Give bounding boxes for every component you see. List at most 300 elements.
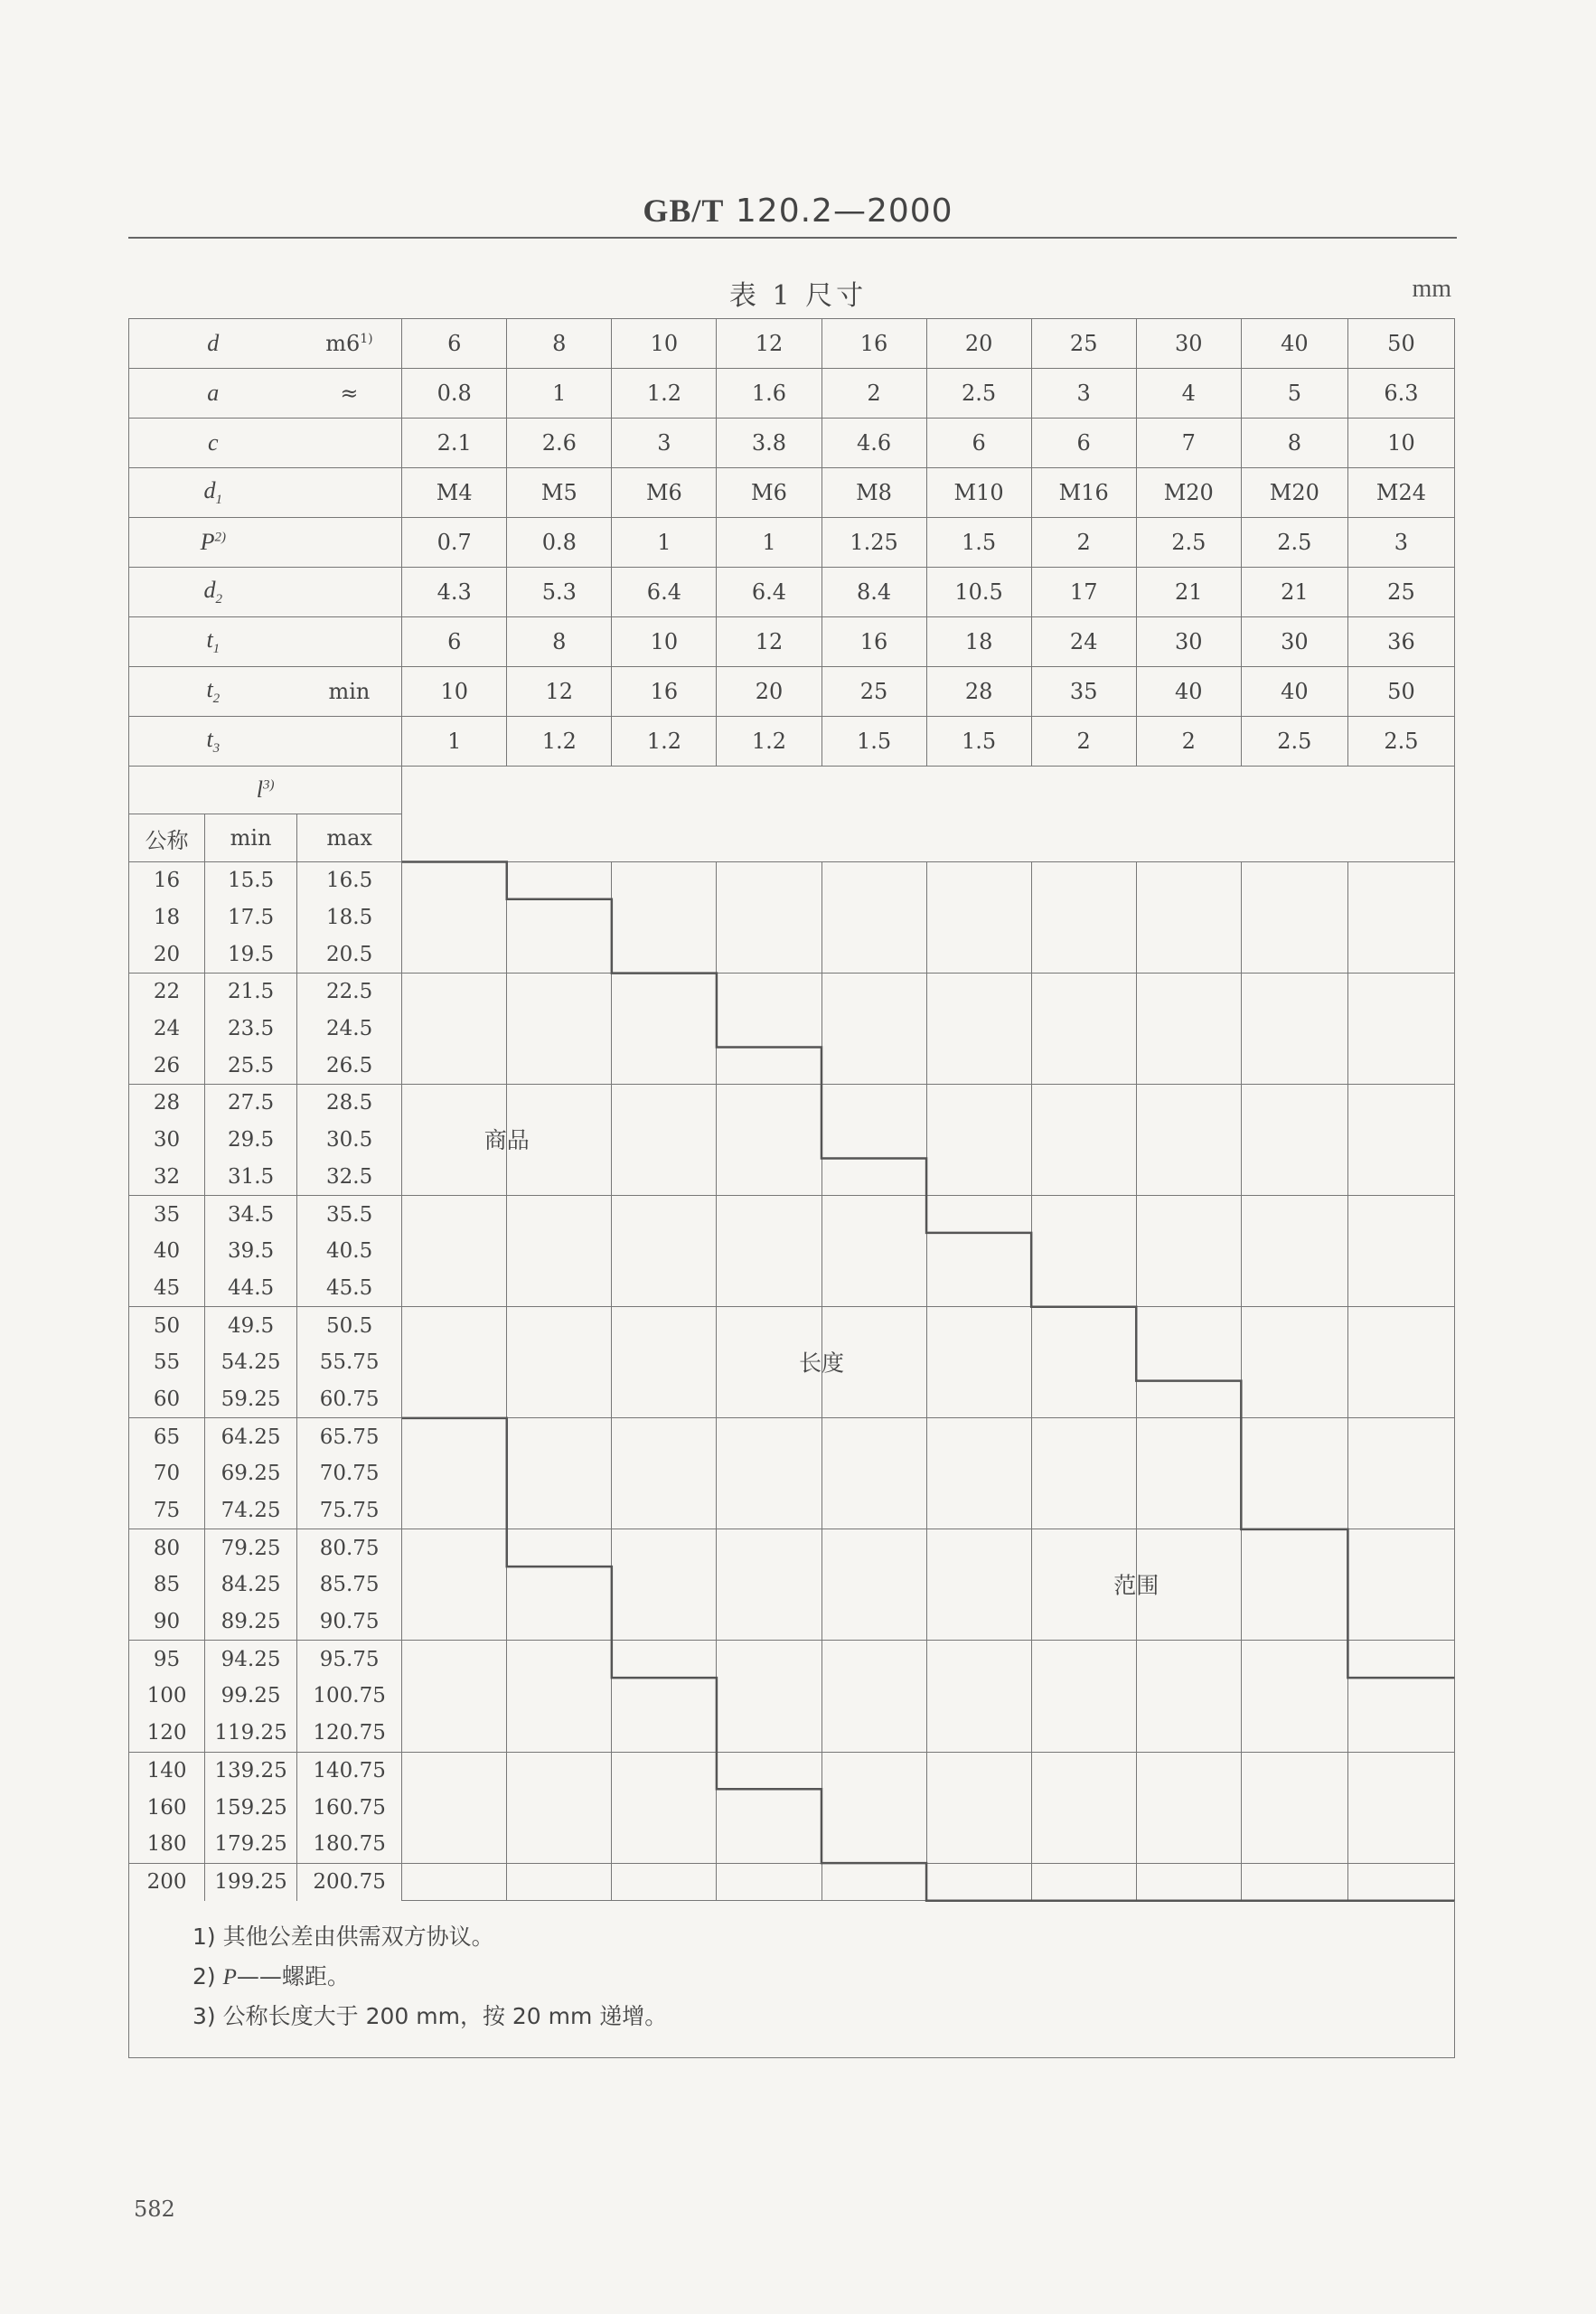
row-label-qualifier (297, 568, 402, 617)
dimension-value: 1.2 (612, 369, 717, 419)
range-grid-cell (507, 1529, 612, 1641)
length-max: 26.5 (297, 1047, 402, 1084)
range-grid-cell (1136, 1196, 1241, 1307)
footnote-1: 1) 其他公差由供需双方协议。 (192, 1924, 494, 1951)
length-nominal: 22 (129, 974, 205, 1011)
dimension-value: 40 (1136, 667, 1241, 717)
row-label-qualifier (297, 319, 402, 369)
length-min: 54.25 (205, 1344, 297, 1381)
length-nominal: 30 (129, 1122, 205, 1159)
footnote-3: 3) 公称长度大于 200 mm，按 20 mm 递增。 (192, 2003, 668, 2030)
dimension-value: 0.8 (507, 518, 612, 568)
length-min: 34.5 (205, 1196, 297, 1233)
range-grid-cell (612, 1418, 717, 1529)
dimension-value: 25 (1031, 319, 1136, 369)
dimension-value: 1 (717, 518, 821, 568)
length-row (129, 1752, 1455, 1789)
length-nominal: 70 (129, 1455, 205, 1492)
range-grid-cell (507, 862, 612, 974)
range-grid-cell (612, 1307, 717, 1418)
dimension-value: 4 (1136, 369, 1241, 419)
range-grid-cell (821, 1418, 926, 1529)
dimension-value: 6 (926, 419, 1031, 468)
range-grid-cell (1241, 1085, 1347, 1196)
dimension-value: 4.6 (821, 419, 926, 468)
row-symbol: d (207, 330, 220, 356)
dimension-row (129, 369, 1455, 419)
dimension-value: 12 (717, 319, 821, 369)
length-nominal: 45 (129, 1270, 205, 1307)
range-grid-cell (612, 1085, 717, 1196)
range-grid-cell (926, 1641, 1031, 1752)
range-grid-cell (1347, 1307, 1454, 1418)
dimension-value: 24 (1031, 617, 1136, 667)
dimension-value: 16 (821, 319, 926, 369)
footnotes (128, 1901, 1455, 2058)
range-grid-cell (926, 1752, 1031, 1863)
length-min: 79.25 (205, 1529, 297, 1566)
range-grid-cell (821, 1307, 926, 1418)
range-grid-cell (612, 1529, 717, 1641)
length-min: 89.25 (205, 1604, 297, 1641)
range-grid-cell (717, 1752, 821, 1863)
length-max: 55.75 (297, 1344, 402, 1381)
length-max: 60.75 (297, 1381, 402, 1418)
length-max: 45.5 (297, 1270, 402, 1307)
dimension-value: M16 (1031, 468, 1136, 518)
dimension-value: 2 (1136, 717, 1241, 767)
length-nominal: 55 (129, 1344, 205, 1381)
length-max: 80.75 (297, 1529, 402, 1566)
range-grid-cell (402, 1863, 507, 1901)
range-grid-cell (1136, 1307, 1241, 1418)
dimension-value: 1 (612, 518, 717, 568)
length-min: 23.5 (205, 1011, 297, 1048)
range-grid-cell (1241, 974, 1347, 1085)
row-label-qualifier (297, 518, 402, 568)
length-max: 65.75 (297, 1418, 402, 1455)
row-symbol: $d_1$ (203, 476, 223, 508)
dimension-value: 36 (1347, 617, 1454, 667)
length-row (129, 862, 1455, 899)
range-grid-cell (507, 1418, 612, 1529)
range-grid-cell (1241, 1641, 1347, 1752)
range-grid-cell (1347, 1085, 1454, 1196)
dimension-value: 30 (1136, 319, 1241, 369)
length-min: 179.25 (205, 1826, 297, 1863)
dimension-value: 2 (1031, 717, 1136, 767)
row-symbol: $P^{2)}$ (200, 529, 226, 555)
dimension-value: 20 (717, 667, 821, 717)
dimension-value: 18 (926, 617, 1031, 667)
length-row (129, 1085, 1455, 1122)
length-min: 199.25 (205, 1863, 297, 1901)
dimension-value: 10 (612, 617, 717, 667)
length-max: 40.5 (297, 1233, 402, 1270)
range-grid-cell (717, 1307, 821, 1418)
range-grid-cell (1031, 1863, 1136, 1901)
dimension-value: M8 (821, 468, 926, 518)
range-grid-cell (821, 1196, 926, 1307)
dimension-value: 40 (1241, 667, 1347, 717)
range-grid-cell (1347, 1752, 1454, 1863)
length-nominal: 65 (129, 1418, 205, 1455)
row-label-qualifier (297, 369, 402, 419)
row-label (129, 369, 297, 419)
dimension-value: 2.5 (1136, 518, 1241, 568)
range-grid-cell (1136, 862, 1241, 974)
dimension-value: M10 (926, 468, 1031, 518)
range-grid-cell (926, 1863, 1031, 1901)
length-nominal: 20 (129, 936, 205, 973)
length-nominal: 26 (129, 1047, 205, 1084)
dimension-value: 2.5 (1241, 518, 1347, 568)
dimension-value: 1.5 (926, 717, 1031, 767)
dimension-value: 6.4 (717, 568, 821, 617)
length-min: 25.5 (205, 1047, 297, 1084)
dimension-value: 21 (1241, 568, 1347, 617)
length-max: 90.75 (297, 1604, 402, 1641)
length-symbol-cell: $l^{3)}$ (129, 767, 402, 814)
range-grid-cell (402, 1418, 507, 1529)
row-label (129, 667, 297, 717)
dimension-value: 25 (821, 667, 926, 717)
range-grid-cell (402, 1529, 507, 1641)
range-grid-cell (507, 974, 612, 1085)
col-min: min (205, 814, 297, 862)
range-grid-cell (717, 1418, 821, 1529)
dimension-value: 1.2 (612, 717, 717, 767)
dimension-value: 21 (1136, 568, 1241, 617)
length-min: 21.5 (205, 974, 297, 1011)
length-nominal: 40 (129, 1233, 205, 1270)
length-nominal: 16 (129, 862, 205, 899)
range-grid-cell (402, 1085, 507, 1196)
range-grid-cell (1136, 1641, 1241, 1752)
length-min: 69.25 (205, 1455, 297, 1492)
row-label (129, 468, 297, 518)
row-symbol: $t_1$ (206, 626, 221, 657)
range-grid-cell (612, 1752, 717, 1863)
range-grid-cell (1241, 1307, 1347, 1418)
length-max: 22.5 (297, 974, 402, 1011)
range-grid-cell (1241, 1752, 1347, 1863)
dimension-value: 5 (1241, 369, 1347, 419)
length-nominal: 160 (129, 1789, 205, 1826)
range-grid-cell (926, 1418, 1031, 1529)
range-grid-cell (507, 1641, 612, 1752)
dimension-value: 2 (1031, 518, 1136, 568)
dimension-value: 40 (1241, 319, 1347, 369)
page-number: 582 (134, 2196, 175, 2222)
range-grid-cell (821, 1863, 926, 1901)
range-grid-cell (402, 1307, 507, 1418)
length-max: 85.75 (297, 1566, 402, 1604)
length-row (129, 1418, 1455, 1455)
range-grid-cell (717, 1529, 821, 1641)
range-grid-cell (1136, 1752, 1241, 1863)
row-symbol: $d_2$ (203, 576, 223, 607)
range-grid-cell (612, 974, 717, 1085)
range-grid-cell (1241, 1863, 1347, 1901)
range-grid-cell (1347, 1418, 1454, 1529)
dimension-value: M4 (402, 468, 507, 518)
range-grid-cell (1031, 1418, 1136, 1529)
range-grid-cell (1031, 1641, 1136, 1752)
dimension-value: M24 (1347, 468, 1454, 518)
row-qualifier: ≈ (340, 381, 359, 406)
dimension-value: 10.5 (926, 568, 1031, 617)
length-nominal: 24 (129, 1011, 205, 1048)
range-grid-cell (1031, 974, 1136, 1085)
length-min: 19.5 (205, 936, 297, 973)
range-grid-cell (717, 1863, 821, 1901)
row-qualifier: m6$^{1)}$ (325, 331, 373, 356)
length-min: 49.5 (205, 1307, 297, 1344)
length-max: 24.5 (297, 1011, 402, 1048)
length-nominal: 60 (129, 1381, 205, 1418)
dimension-value: 0.7 (402, 518, 507, 568)
row-symbol: a (207, 380, 220, 406)
dimension-value: M6 (717, 468, 821, 518)
dimension-value: 12 (717, 617, 821, 667)
dimension-row (129, 419, 1455, 468)
length-row (129, 1863, 1455, 1901)
length-max: 30.5 (297, 1122, 402, 1159)
dimension-value: 8.4 (821, 568, 926, 617)
length-nominal: 18 (129, 899, 205, 936)
range-grid-cell (612, 1863, 717, 1901)
range-grid-cell (926, 862, 1031, 974)
range-grid-cell (717, 1641, 821, 1752)
dimension-value: 30 (1241, 617, 1347, 667)
dimension-value: M20 (1241, 468, 1347, 518)
range-grid-cell (1347, 1641, 1454, 1752)
dimension-value: 1.5 (926, 518, 1031, 568)
range-grid-cell (1347, 862, 1454, 974)
dimension-value: 28 (926, 667, 1031, 717)
dimension-row (129, 468, 1455, 518)
range-grid-cell (1347, 1529, 1454, 1641)
range-grid-cell (507, 1863, 612, 1901)
length-min: 94.25 (205, 1641, 297, 1678)
range-grid-cell (1031, 1752, 1136, 1863)
dimension-value: 6 (402, 617, 507, 667)
length-max: 75.75 (297, 1492, 402, 1529)
range-grid-cell (507, 1196, 612, 1307)
length-max: 100.75 (297, 1678, 402, 1715)
range-grid-cell (821, 862, 926, 974)
dimension-value: 20 (926, 319, 1031, 369)
length-min: 27.5 (205, 1085, 297, 1122)
length-nominal: 200 (129, 1863, 205, 1901)
length-max: 35.5 (297, 1196, 402, 1233)
length-min: 39.5 (205, 1233, 297, 1270)
length-max: 180.75 (297, 1826, 402, 1863)
dimension-value: 8 (1241, 419, 1347, 468)
range-grid-cell (402, 1196, 507, 1307)
dimension-value: 2.5 (1241, 717, 1347, 767)
range-grid-cell (1031, 862, 1136, 974)
range-label-changdu: 长度 (798, 1350, 845, 1377)
row-label-qualifier (297, 717, 402, 767)
length-nominal: 95 (129, 1641, 205, 1678)
dimension-row (129, 617, 1455, 667)
length-nominal: 50 (129, 1307, 205, 1344)
dimension-value: 3 (1347, 518, 1454, 568)
range-grid-cell (926, 974, 1031, 1085)
length-max: 70.75 (297, 1455, 402, 1492)
row-label-qualifier (297, 419, 402, 468)
dimension-value: 2 (821, 369, 926, 419)
range-grid-cell (612, 1641, 717, 1752)
length-max: 50.5 (297, 1307, 402, 1344)
dimension-row (129, 319, 1455, 369)
row-label (129, 319, 297, 369)
length-nominal: 80 (129, 1529, 205, 1566)
row-label (129, 518, 297, 568)
dimension-value: 50 (1347, 667, 1454, 717)
row-label (129, 419, 297, 468)
row-label-qualifier (297, 667, 402, 717)
range-grid-cell (402, 862, 507, 974)
length-header-blank (402, 767, 1455, 862)
length-row (129, 1529, 1455, 1566)
range-grid-cell (402, 1752, 507, 1863)
dimension-row (129, 717, 1455, 767)
dimension-value: 1 (507, 369, 612, 419)
range-grid-cell (1031, 1085, 1136, 1196)
row-symbol: $t_2$ (206, 675, 221, 707)
dimension-row (129, 667, 1455, 717)
length-row (129, 974, 1455, 1011)
length-nominal: 140 (129, 1752, 205, 1789)
row-label (129, 617, 297, 667)
dimension-value: 2.1 (402, 419, 507, 468)
length-nominal: 100 (129, 1678, 205, 1715)
length-min: 119.25 (205, 1715, 297, 1752)
range-grid-cell (926, 1529, 1031, 1641)
range-grid-cell (926, 1196, 1031, 1307)
length-max: 200.75 (297, 1863, 402, 1901)
dimension-value: 2.5 (1347, 717, 1454, 767)
dimension-value: 8 (507, 617, 612, 667)
range-grid-cell (507, 1752, 612, 1863)
dimension-value: 5.3 (507, 568, 612, 617)
dimension-value: M6 (612, 468, 717, 518)
length-min: 84.25 (205, 1566, 297, 1604)
dimension-value: 25 (1347, 568, 1454, 617)
range-grid-cell (1136, 1085, 1241, 1196)
length-max: 95.75 (297, 1641, 402, 1678)
range-grid-cell (821, 1085, 926, 1196)
dimension-value: 10 (402, 667, 507, 717)
dimension-value: 3 (612, 419, 717, 468)
length-nominal: 90 (129, 1604, 205, 1641)
dimension-value: 1.6 (717, 369, 821, 419)
length-max: 18.5 (297, 899, 402, 936)
dimension-value: 16 (612, 667, 717, 717)
length-max: 20.5 (297, 936, 402, 973)
range-grid-cell (926, 1307, 1031, 1418)
dimension-value: 1.2 (717, 717, 821, 767)
range-grid-cell (1347, 1196, 1454, 1307)
range-grid-cell (717, 1196, 821, 1307)
range-grid-cell (717, 862, 821, 974)
length-max: 140.75 (297, 1752, 402, 1789)
dimension-table (128, 318, 1455, 1901)
dimension-value: 6.3 (1347, 369, 1454, 419)
table-unit: mm (1412, 275, 1451, 303)
dimension-row (129, 518, 1455, 568)
row-symbol: c (208, 429, 219, 456)
col-nominal: 公称 (129, 814, 205, 862)
range-grid-cell (1031, 1307, 1136, 1418)
range-grid-cell (1241, 1418, 1347, 1529)
dimension-value: 35 (1031, 667, 1136, 717)
header-rule (128, 237, 1457, 239)
range-grid-cell (1347, 1863, 1454, 1901)
range-grid-cell (717, 1085, 821, 1196)
dimension-value: 1.2 (507, 717, 612, 767)
standard-header (0, 192, 1596, 230)
dimension-value: 3 (1031, 369, 1136, 419)
dimension-value: 1.25 (821, 518, 926, 568)
row-label (129, 717, 297, 767)
length-nominal: 28 (129, 1085, 205, 1122)
row-label-qualifier (297, 617, 402, 667)
standard-code: GB/T (643, 193, 725, 229)
footnote-2: 2) P——螺距。 (192, 1963, 350, 1990)
dimension-value: 6 (1031, 419, 1136, 468)
length-min: 64.25 (205, 1418, 297, 1455)
row-qualifier: min (328, 679, 371, 704)
length-max: 16.5 (297, 862, 402, 899)
length-nominal: 32 (129, 1159, 205, 1196)
dimension-value: 4.3 (402, 568, 507, 617)
dimension-value: 8 (507, 319, 612, 369)
range-grid-cell (402, 974, 507, 1085)
length-nominal: 75 (129, 1492, 205, 1529)
length-row (129, 1641, 1455, 1678)
length-min: 17.5 (205, 899, 297, 936)
range-grid-cell (1347, 974, 1454, 1085)
length-nominal: 120 (129, 1715, 205, 1752)
range-grid-cell (1136, 1863, 1241, 1901)
dimension-row (129, 568, 1455, 617)
range-grid-cell (717, 974, 821, 1085)
length-max: 28.5 (297, 1085, 402, 1122)
length-min: 44.5 (205, 1270, 297, 1307)
length-row (129, 1307, 1455, 1344)
length-min: 139.25 (205, 1752, 297, 1789)
length-min: 99.25 (205, 1678, 297, 1715)
table-caption: 表 1 尺寸 (728, 280, 868, 312)
dimension-value: 2.6 (507, 419, 612, 468)
range-grid-cell (821, 1752, 926, 1863)
range-grid-cell (1241, 1529, 1347, 1641)
range-grid-cell (1136, 1418, 1241, 1529)
dimension-value: 6 (402, 319, 507, 369)
length-min: 159.25 (205, 1789, 297, 1826)
range-grid-cell (926, 1085, 1031, 1196)
range-grid-cell (1241, 1196, 1347, 1307)
length-max: 120.75 (297, 1715, 402, 1752)
row-label (129, 568, 297, 617)
range-grid-cell (1241, 862, 1347, 974)
dimension-value: 7 (1136, 419, 1241, 468)
range-label-fanwei: 范围 (1113, 1572, 1159, 1599)
